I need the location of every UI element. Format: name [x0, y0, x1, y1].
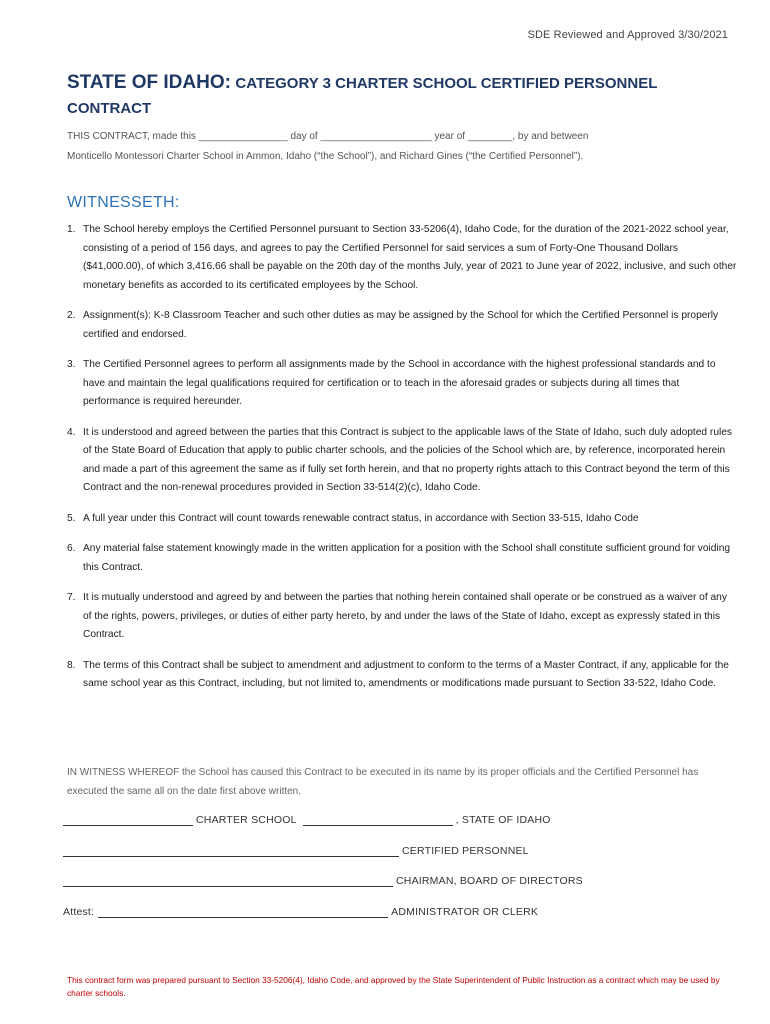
document-title [67, 70, 717, 121]
clause-number: 5. [67, 512, 76, 524]
clause-number: 3. [67, 359, 76, 370]
clause-list [67, 221, 737, 706]
clause-item [67, 657, 737, 694]
state-line[interactable] [303, 814, 453, 826]
clause-item [67, 424, 737, 498]
clause-text: The terms of this Contract shall be subject to amendment and adjustment to conform to the terms of a Master Contract, if any, applicable for the same school year as this Contract, including, but not limited to, amendments or modifications made pursuant to Section 33-522, Idaho Code. [83, 659, 729, 689]
clause-item [67, 540, 737, 577]
certified-personnel-label: CERTIFIED PERSONNEL [402, 845, 529, 857]
chairman-label: CHAIRMAN, BOARD OF DIRECTORS [396, 875, 583, 887]
clause-number: 7. [67, 592, 76, 603]
charter-school-name-line[interactable] [63, 814, 193, 826]
certified-personnel-signature-row [63, 845, 529, 857]
clause-item [67, 510, 737, 529]
administrator-label: ADMINISTRATOR OR CLERK [391, 906, 539, 918]
state-of-idaho-label: , STATE OF IDAHO [455, 814, 551, 826]
clause-text: The School hereby employs the Certified Personnel pursuant to Section 33-5206(4), Idaho Code, for the duration of the 2021-2022 school year, consisting of a period of 156 days, and agrees to pay the Certified Personnel for said services a sum of Forty-One Thousand Dollars ($41,000.00), of which 3,416.66 shall be payable on the 20th day of the months July, year of 2021 to June year of 2022, inclusive, and such other monetary benefits as accorded to its certificated employees by the School. [83, 224, 737, 291]
clause-text: Assignment(s): K-8 Classroom Teacher and such other duties as may be assigned by the School for which the Certified Personnel is properly certified and endorsed. [83, 310, 719, 340]
clause-number: 2. [67, 310, 76, 321]
clause-item [67, 307, 737, 344]
clause-number: 6. [67, 543, 76, 554]
witness-whereof-paragraph: IN WITNESS WHEREOF the School has caused this Contract to be executed in its name by its proper officials and the Certified Personnel has executed the same all on the date first above written. [67, 767, 699, 797]
chairman-signature-line[interactable] [63, 875, 393, 887]
clause-item [67, 589, 737, 645]
intro-paragraph [67, 127, 707, 167]
intro-line-1: THIS CONTRACT, made this ________________ day of ____________________ year of ________, by and between [67, 131, 589, 142]
witnesseth-heading: WITNESSETH: [67, 194, 180, 211]
clause-number: 8. [67, 659, 76, 671]
chairman-signature-row [63, 875, 583, 887]
attest-signature-row [63, 906, 538, 918]
attest-label: Attest: [63, 906, 95, 918]
clause-text: Any material false statement knowingly made in the written application for a position with the School shall constitute sufficient ground for voiding this Contract. [83, 543, 731, 573]
clause-text: It is understood and agreed between the parties that this Contract is subject to the applicable laws of the State of Idaho, such duly adopted rules of the State Board of Education that apply to public charter schools, and the policies of the School which are, by reference, incorporated herein and made a part of this agreement the same as if fully set forth herein, and that no property rights attach to this Contract beyond the term of this Contract and the non-renewal procedures provided in Section 33-514(2)(c), Idaho Code. [83, 426, 733, 493]
title-category: CATEGORY 3 CHARTER SCHOOL CERTIFIED PERSONNEL [235, 75, 658, 92]
title-contract: CONTRACT [67, 100, 152, 117]
intro-line-2: Monticello Montessori Charter School in Ammon, Idaho (“the School”), and Richard Gines (“the Certified Personnel”). [67, 151, 584, 162]
clause-number: 4. [67, 426, 76, 438]
clause-item [67, 356, 737, 412]
clause-number: 1. [67, 224, 76, 235]
review-note: SDE Reviewed and Approved 3/30/2021 [527, 29, 728, 41]
charter-school-label: CHARTER SCHOOL [196, 814, 297, 826]
clause-text: The Certified Personnel agrees to perform all assignments made by the School in accordance with the highest professional standards and to have and maintain the legal qualifications required for certification or to teach in the aforesaid grades or subjects during all times that performance is required hereunder. [83, 359, 716, 407]
title-state: STATE OF IDAHO: [67, 72, 231, 93]
attest-signature-line[interactable] [98, 906, 388, 918]
clause-item [67, 221, 737, 295]
charter-school-signature-row [63, 814, 551, 826]
clause-text: A full year under this Contract will count towards renewable contract status, in accordance with Section 33-515, Idaho Code [83, 512, 639, 524]
clause-text: It is mutually understood and agreed by and between the parties that nothing herein contained shall operate or be construed as a waiver of any of the rights, powers, privileges, or duties of either party hereto, by and under the laws of the State of Idaho, except as expressly stated in this Contract. [83, 592, 727, 640]
footer-note: This contract form was prepared pursuant to Section 33-5206(4), Idaho Code, and approved by the State Superintendent of Public Instruction as a contract which may be used by charter schools. [67, 975, 720, 998]
certified-personnel-signature-line[interactable] [63, 845, 399, 857]
